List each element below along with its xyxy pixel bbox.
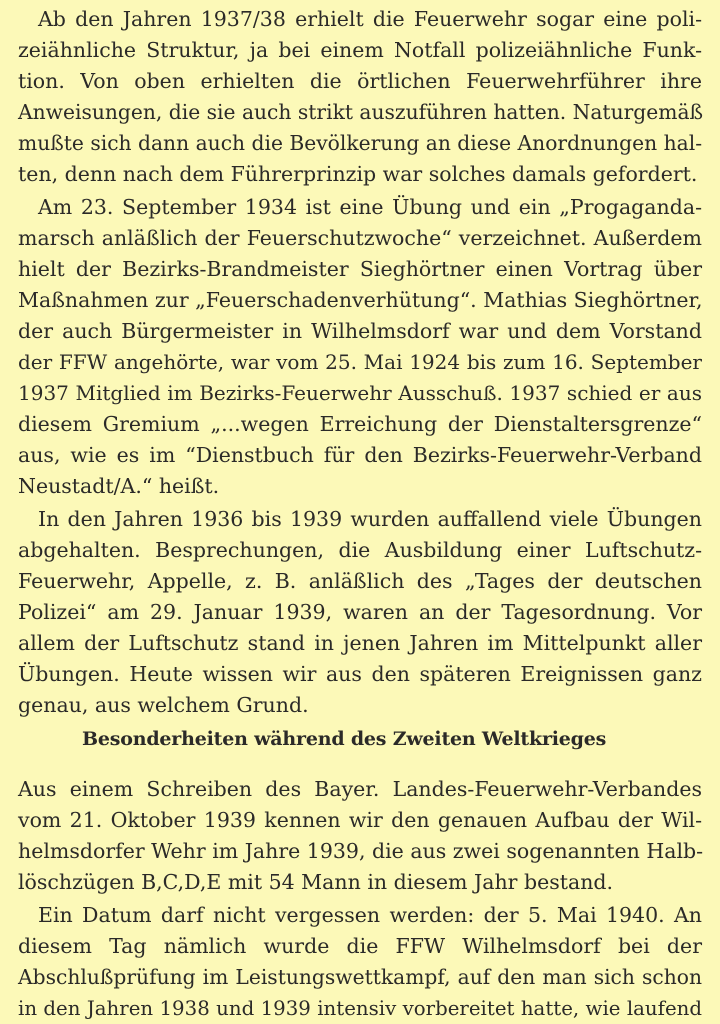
- text-line: Polizei“ am 29. Januar 1939, waren an der Tagesordnung. Vor: [18, 600, 702, 624]
- text-line: diesem Gremium „...wegen Erreichung der Dienstaltersgrenze“: [18, 412, 702, 436]
- section-heading: Besonderheiten während des Zweiten Weltkrieges: [82, 728, 607, 750]
- text-line: der auch Bürgermeister in Wilhelmsdorf war und dem Vorstand: [18, 319, 702, 343]
- text-line: der FFW angehörte, war vom 25. Mai 1924 bis zum 16. September: [18, 350, 702, 374]
- text-line: aus, wie es im “Dienstbuch für den Bezirks-Feuerwehr-Verband: [18, 443, 702, 467]
- text-line: Abschlußprüfung im Leistungswettkampf, auf den man sich schon: [18, 965, 702, 989]
- text-line: helmsdorfer Wehr im Jahre 1939, die aus zwei sogenannten Halb-: [18, 839, 704, 863]
- text-line: zeiähnliche Struktur, ja bei einem Notfall polizeiähnliche Funk-: [18, 38, 702, 62]
- text-line: In den Jahren 1936 bis 1939 wurden auffallend viele Übungen: [38, 507, 702, 531]
- text-line: Feuerwehr, Appelle, z. B. anläßlich des „Tages der deutschen: [18, 569, 702, 593]
- text-line: löschzügen B,C,D,E mit 54 Mann in diesem Jahr bestand.: [18, 870, 614, 894]
- text-line: hielt der Bezirks-Brandmeister Sieghörtner einen Vortrag über: [18, 257, 702, 281]
- text-line: mußte sich dann auch die Bevölkerung an diese Anordnungen hal-: [18, 131, 703, 155]
- text-line: Am 23. September 1934 ist eine Übung und ein „Progaganda-: [38, 195, 702, 219]
- text-line: Maßnahmen zur „Feuerschadenverhütung“. Mathias Sieghörtner,: [18, 288, 703, 312]
- text-line: in den Jahren 1938 und 1939 intensiv vorbereitet hatte, wie laufend: [18, 997, 702, 1020]
- text-line: genau, aus welchem Grund.: [18, 693, 309, 717]
- text-line: Aus einem Schreiben des Bayer. Landes-Feuerwehr-Verbandes: [18, 777, 702, 801]
- text-line: diesem Tag nämlich wurde die FFW Wilhelmsdorf bei der: [18, 934, 702, 958]
- text-line: allem der Luftschutz stand in jenen Jahren im Mittelpunkt aller: [18, 631, 702, 655]
- text-line: Ein Datum darf nicht vergessen werden: der 5. Mai 1940. An: [38, 903, 702, 927]
- text-line: vom 21. Oktober 1939 kennen wir den genauen Aufbau der Wil-: [18, 808, 702, 832]
- text-line: tion. Von oben erhielten die örtlichen Feuerwehrführer ihre: [18, 69, 702, 93]
- text-line: abgehalten. Besprechungen, die Ausbildung einer Luftschutz-: [18, 538, 702, 562]
- text-line: Anweisungen, die sie auch strikt auszuführen hatten. Naturgemäß: [18, 100, 704, 124]
- text-line: ten, denn nach dem Führerprinzip war solches damals gefordert.: [18, 162, 698, 186]
- text-line: marsch anläßlich der Feuerschutzwoche“ verzeichnet. Außerdem: [18, 226, 702, 250]
- text-line: Neustadt/A.“ heißt.: [18, 474, 220, 498]
- text-line: Ab den Jahren 1937/38 erhielt die Feuerwehr sogar eine poli-: [38, 7, 702, 31]
- text-line: 1937 Mitglied im Bezirks-Feuerwehr Ausschuß. 1937 schied er aus: [18, 381, 702, 405]
- text-line: Übungen. Heute wissen wir aus den späteren Ereignissen ganz: [18, 662, 702, 686]
